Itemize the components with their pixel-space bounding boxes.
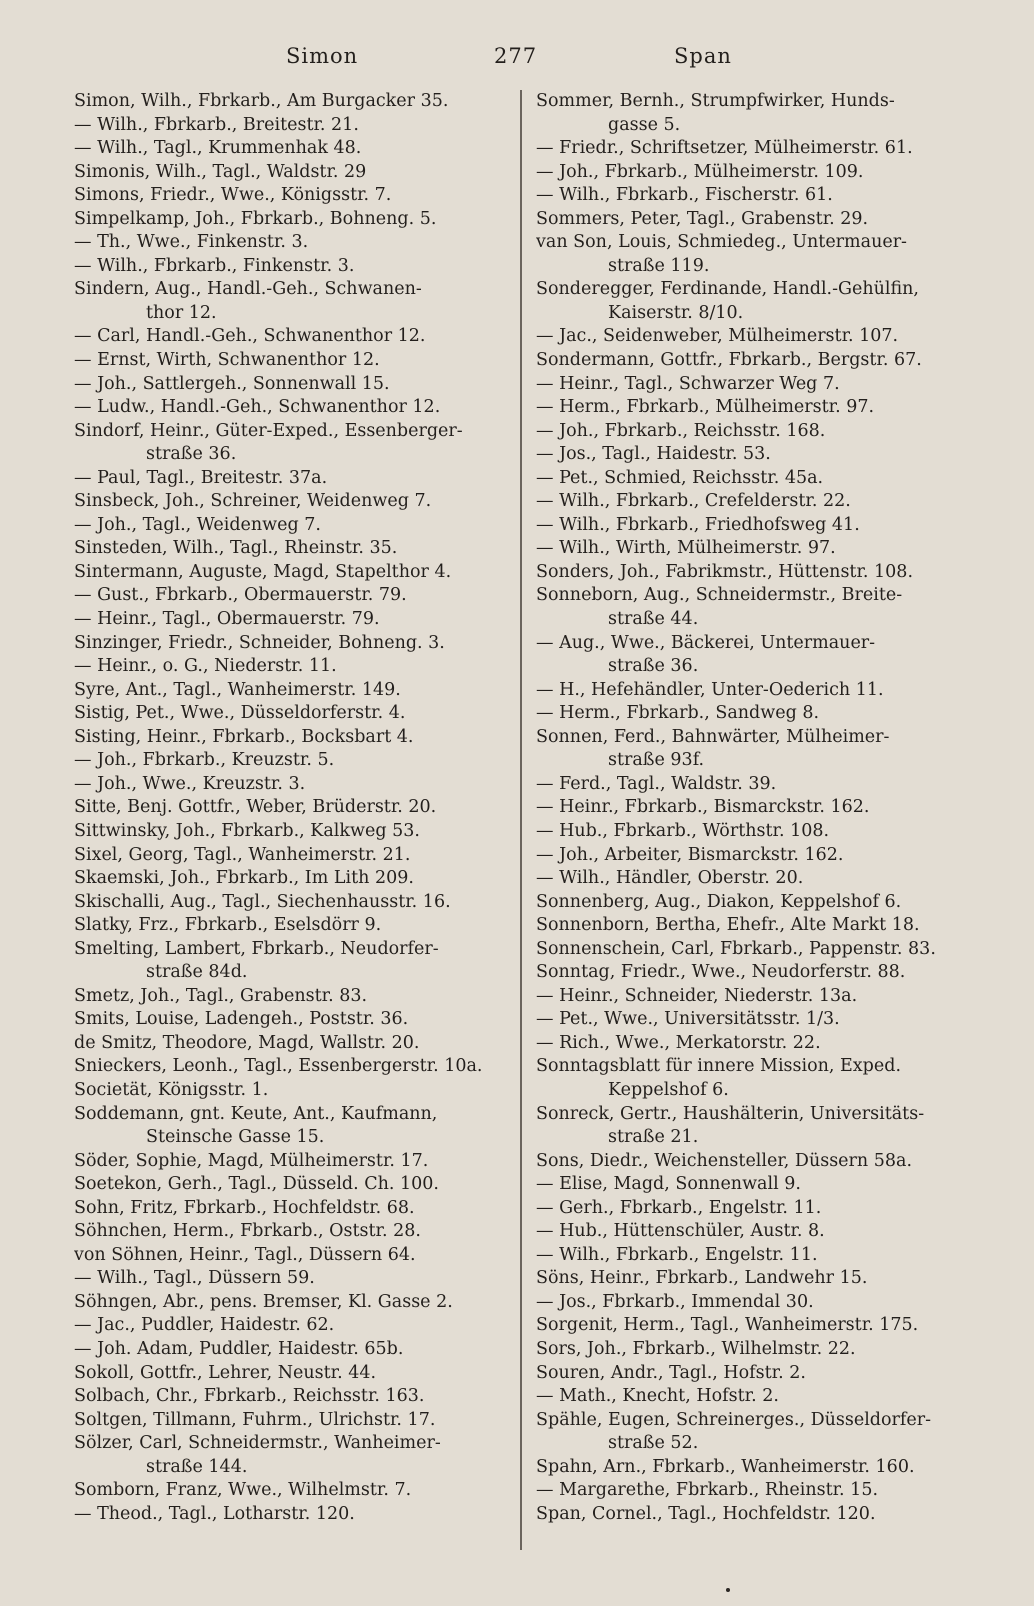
directory-entry: Sonnenborn, Bertha, Ehefr., Alte Markt 18. [536,915,920,936]
directory-entry: — Th., Wwe., Finkenstr. 3. [74,232,309,253]
directory-entry: — Heinr., Tagl., Schwarzer Weg 7. [536,373,840,394]
left-column [74,90,504,1526]
directory-entry: Span, Cornel., Tagl., Hochfeldstr. 120. [536,1503,876,1524]
directory-entry: — Wilh., Fbrkarb., Fischerstr. 61. [536,185,833,206]
directory-entry: — Gust., Fbrkarb., Obermauerstr. 79. [74,585,407,606]
directory-entry: — Wilh., Tagl., Krummenhak 48. [74,138,362,159]
directory-entry: Simonis, Wilh., Tagl., Waldstr. 29 [74,161,367,182]
directory-entry: Soltgen, Tillmann, Fuhrm., Ulrichstr. 17. [74,1409,436,1430]
directory-entry: Sonders, Joh., Fabrikmstr., Hüttenstr. 108. [536,561,914,582]
directory-entry: — Joh., Wwe., Kreuzstr. 3. [74,773,306,794]
directory-entry: — Pet., Schmied, Reichsstr. 45a. [536,467,824,488]
directory-entry: Sokoll, Gottfr., Lehrer, Neustr. 44. [74,1362,377,1383]
directory-entry: Soetekon, Gerh., Tagl., Düsseld. Ch. 100. [74,1174,439,1195]
directory-entry: Sonnen, Ferd., Bahnwärter, Mülheimer- [536,726,890,747]
directory-entry: Sistig, Pet., Wwe., Düsseldorferstr. 4. [74,703,406,724]
directory-entry: Sons, Diedr., Weichensteller, Düssern 58a. [536,1150,913,1171]
directory-entry: Spahn, Arn., Fbrkarb., Wanheimerstr. 160. [536,1456,915,1477]
directory-entry: Sommers, Peter, Tagl., Grabenstr. 29. [536,208,869,229]
directory-entry: Sisting, Heinr., Fbrkarb., Bocksbart 4. [74,726,414,747]
directory-entry: — Wilh., Fbrkarb., Finkenstr. 3. [74,255,355,276]
directory-entry: Soddemann, gnt. Keute, Ant., Kaufmann, [74,1103,438,1124]
directory-entry: — Wilh., Fbrkarb., Friedhofsweg 41. [536,514,860,535]
directory-entry: — Carl, Handl.-Geh., Schwanenthor 12. [74,326,426,347]
directory-entry: — Joh., Fbrkarb., Kreuzstr. 5. [74,750,335,771]
directory-entry: — Ernst, Wirth, Schwanenthor 12. [74,350,380,371]
directory-entry: — Ludw., Handl.-Geh., Schwanenthor 12. [74,397,441,418]
directory-entry: — Wilh., Fbrkarb., Crefelderstr. 22. [536,491,851,512]
directory-entry: Snieckers, Leonh., Tagl., Essenbergerstr. 10a. [74,1056,483,1077]
directory-entry: thor 12. [146,302,217,323]
directory-entry: Sommer, Bernh., Strumpfwirker, Hunds- [536,91,895,111]
directory-entry: Smetz, Joh., Tagl., Grabenstr. 83. [74,985,368,1006]
directory-entry: Sindorf, Heinr., Güter-Exped., Essenberger- [74,420,463,441]
directory-entry: straße 21. [608,1127,699,1148]
directory-entry: Simpelkamp, Joh., Fbrkarb., Bohneng. 5. [74,208,437,229]
directory-entry: Smits, Louise, Ladengeh., Poststr. 36. [74,1009,409,1030]
directory-entry: — Wilh., Tagl., Düssern 59. [74,1268,315,1289]
directory-entry: — Wilh., Fbrkarb., Engelstr. 11. [536,1244,818,1265]
directory-entry: — Wilh., Fbrkarb., Breitestr. 21. [74,114,359,135]
directory-entry: Syre, Ant., Tagl., Wanheimerstr. 149. [74,679,401,700]
directory-entry: Steinsche Gasse 15. [146,1127,325,1148]
column-divider [520,90,522,1550]
directory-entry: — Wilh., Wirth, Mülheimerstr. 97. [536,538,836,559]
directory-entry: Söhnchen, Herm., Fbrkarb., Oststr. 28. [74,1221,421,1242]
header-last-name: Span [674,44,732,68]
directory-entry: — Heinr., Schneider, Niederstr. 13a. [536,985,858,1006]
directory-entry: — Herm., Fbrkarb., Mülheimerstr. 97. [536,397,875,418]
directory-entry: Skischalli, Aug., Tagl., Siechenhausstr. 16. [74,891,451,912]
directory-entry: straße 44. [608,609,699,630]
directory-entry: Sohn, Fritz, Fbrkarb., Hochfeldstr. 68. [74,1197,415,1218]
directory-entry: — Margarethe, Fbrkarb., Rheinstr. 15. [536,1480,879,1501]
directory-entry: Sixel, Georg, Tagl., Wanheimerstr. 21. [74,844,411,865]
directory-entry: gasse 5. [608,114,681,135]
directory-entry: Sors, Joh., Fbrkarb., Wilhelmstr. 22. [536,1338,856,1359]
page-number: 277 [494,44,538,68]
directory-entry: Societät, Königsstr. 1. [74,1079,269,1100]
directory-entry: — Jac., Seidenweber, Mülheimerstr. 107. [536,326,899,347]
directory-entry: de Smitz, Theodore, Magd, Wallstr. 20. [74,1032,420,1053]
directory-entry: Spähle, Eugen, Schreinerges., Düsseldorfer- [536,1409,932,1430]
directory-entry: Sonderegger, Ferdinande, Handl.-Gehülfin, [536,279,919,300]
print-mark [726,1588,730,1592]
directory-entry: Keppelshof 6. [608,1079,729,1100]
directory-entry: Sinsbeck, Joh., Schreiner, Weidenweg 7. [74,491,432,512]
header-first-name: Simon [286,44,359,68]
directory-entry: — Rich., Wwe., Merkatorstr. 22. [536,1032,821,1053]
directory-entry: Simons, Friedr., Wwe., Königsstr. 7. [74,185,392,206]
directory-entry: Söhngen, Abr., pens. Bremser, Kl. Gasse 2. [74,1291,453,1312]
directory-entry: — Theod., Tagl., Lotharstr. 120. [74,1503,355,1524]
directory-entry: Sinzinger, Friedr., Schneider, Bohneng. 3. [74,632,445,653]
directory-entry: Skaemski, Joh., Fbrkarb., Im Lith 209. [74,868,414,889]
directory-entry: — Joh., Fbrkarb., Reichsstr. 168. [536,420,826,441]
directory-entry: straße 144. [146,1456,248,1477]
directory-entry: Sonreck, Gertr., Haushälterin, Universitäts- [536,1103,925,1124]
directory-entry: — Jac., Puddler, Haidestr. 62. [74,1315,335,1336]
directory-entry: Slatky, Frz., Fbrkarb., Eselsdörr 9. [74,915,382,936]
directory-entry: Söns, Heinr., Fbrkarb., Landwehr 15. [536,1268,868,1289]
directory-entry: straße 36. [146,444,237,465]
directory-entry: — Elise, Magd, Sonnenwall 9. [536,1174,801,1195]
directory-entry: Sonntag, Friedr., Wwe., Neudorferstr. 88. [536,962,906,983]
directory-entry: — Paul, Tagl., Breitestr. 37a. [74,467,328,488]
directory-entry: Sindern, Aug., Handl.-Geh., Schwanen- [74,279,422,300]
directory-entry: straße 36. [608,656,699,677]
directory-entry: straße 119. [608,255,710,276]
directory-entry: Sondermann, Gottfr., Fbrkarb., Bergstr. 67. [536,350,922,371]
directory-entry: — Joh., Sattlergeh., Sonnenwall 15. [74,373,390,394]
directory-entry: — Herm., Fbrkarb., Sandweg 8. [536,703,820,724]
directory-entry: Solbach, Chr., Fbrkarb., Reichsstr. 163. [74,1386,425,1407]
directory-entry: Sittwinsky, Joh., Fbrkarb., Kalkweg 53. [74,820,420,841]
directory-entry: Kaiserstr. 8/10. [608,302,744,323]
directory-entry: Sonnenberg, Aug., Diakon, Keppelshof 6. [536,891,902,912]
directory-entry: straße 84d. [146,962,248,983]
directory-entry: — Heinr., o. G., Niederstr. 11. [74,656,337,677]
directory-entry: — Joh., Arbeiter, Bismarckstr. 162. [536,844,844,865]
directory-entry: von Söhnen, Heinr., Tagl., Düssern 64. [74,1244,416,1265]
directory-entry: — Math., Knecht, Hofstr. 2. [536,1386,779,1407]
directory-entry: Sitte, Benj. Gottfr., Weber, Brüderstr. 20. [74,797,437,818]
right-column [536,90,972,1526]
directory-entry: Smelting, Lambert, Fbrkarb., Neudorfer- [74,938,439,959]
directory-entry: — Joh. Adam, Puddler, Haidestr. 65b. [74,1338,404,1359]
directory-entry: Söder, Sophie, Magd, Mülheimerstr. 17. [74,1150,429,1171]
directory-entry: — Heinr., Tagl., Obermauerstr. 79. [74,609,380,630]
directory-entry: — Hub., Hüttenschüler, Austr. 8. [536,1221,825,1242]
directory-entry: Sonneborn, Aug., Schneidermstr., Breite- [536,585,903,606]
directory-entry: — Jos., Tagl., Haidestr. 53. [536,444,771,465]
directory-entry: straße 52. [608,1433,699,1454]
directory-entry: Simon, Wilh., Fbrkarb., Am Burgacker 35. [74,91,449,111]
directory-entry: — Friedr., Schriftsetzer, Mülheimerstr. 61. [536,138,913,159]
directory-entry: — Gerh., Fbrkarb., Engelstr. 11. [536,1197,822,1218]
directory-entry: — Ferd., Tagl., Waldstr. 39. [536,773,777,794]
directory-entry: Souren, Andr., Tagl., Hofstr. 2. [536,1362,806,1383]
directory-entry: straße 93f. [608,750,705,771]
directory-entry: — Pet., Wwe., Universitätsstr. 1/3. [536,1009,840,1030]
directory-entry: — Jos., Fbrkarb., Immendal 30. [536,1291,814,1312]
directory-entry: Sintermann, Auguste, Magd, Stapelthor 4. [74,561,452,582]
directory-entry: — H., Hefehändler, Unter-Oederich 11. [536,679,884,700]
directory-entry: Sinsteden, Wilh., Tagl., Rheinstr. 35. [74,538,398,559]
directory-entry: van Son, Louis, Schmiedeg., Untermauer- [536,232,907,253]
directory-entry: — Wilh., Händler, Oberstr. 20. [536,868,804,889]
directory-entry: Somborn, Franz, Wwe., Wilhelmstr. 7. [74,1480,412,1501]
directory-entry: Sonntagsblatt für innere Mission, Exped. [536,1056,902,1077]
directory-entry: — Aug., Wwe., Bäckerei, Untermauer- [536,632,876,653]
directory-entry: Sorgenit, Herm., Tagl., Wanheimerstr. 175. [536,1315,919,1336]
directory-entry: — Heinr., Fbrkarb., Bismarckstr. 162. [536,797,870,818]
directory-entry: — Joh., Tagl., Weidenweg 7. [74,514,321,535]
directory-entry: — Joh., Fbrkarb., Mülheimerstr. 109. [536,161,864,182]
directory-entry: Sonnenschein, Carl, Fbrkarb., Pappenstr. 83. [536,938,936,959]
directory-entry: — Hub., Fbrkarb., Wörthstr. 108. [536,820,830,841]
page-header [0,44,1034,74]
directory-entry: Sölzer, Carl, Schneidermstr., Wanheimer- [74,1433,441,1454]
